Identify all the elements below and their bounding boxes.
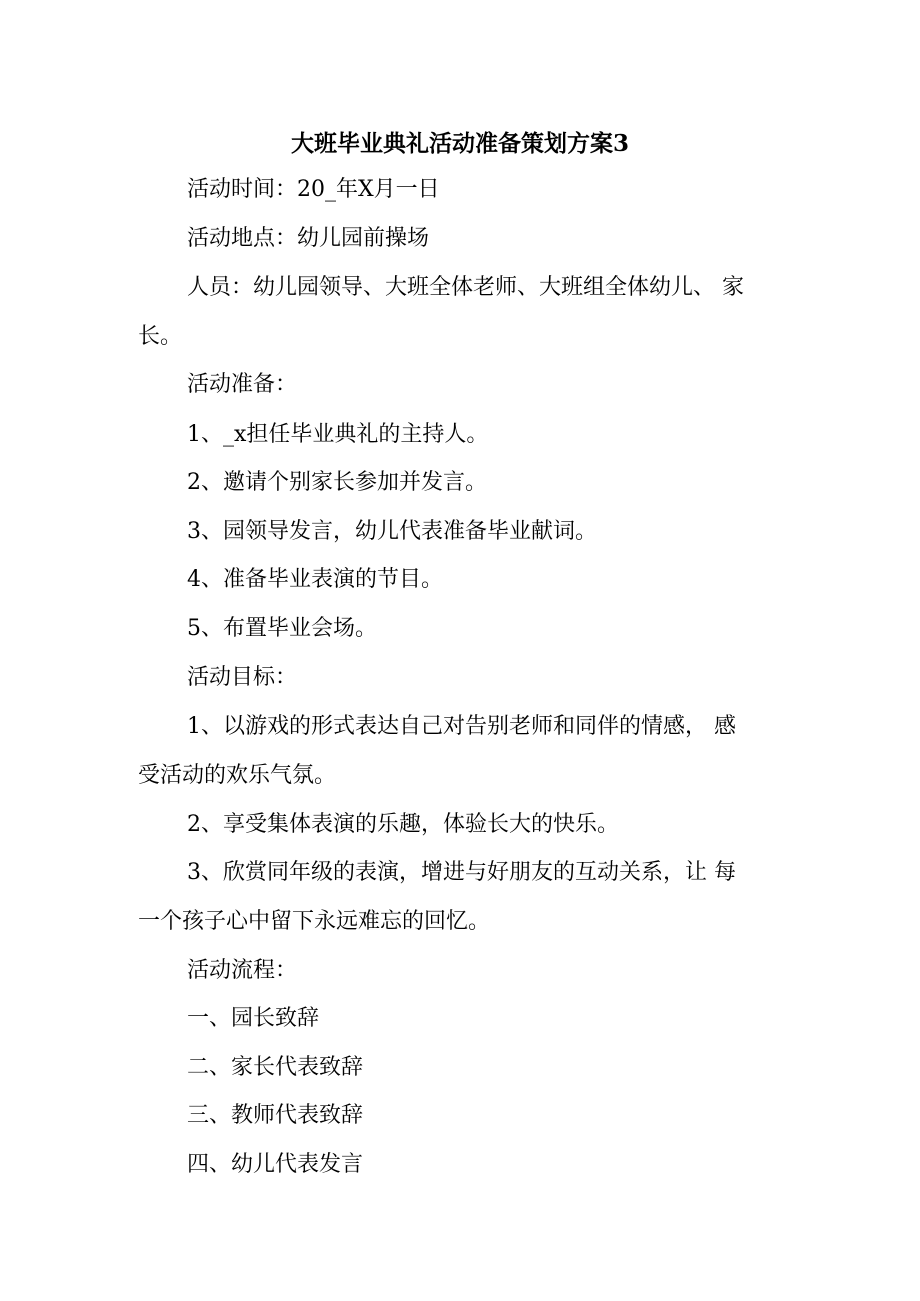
document-title: 大班毕业典礼活动准备策划方案3 xyxy=(290,130,629,157)
activity-time: 活动时间：20_年X月一日 xyxy=(187,177,440,202)
participants-line-1: 人员：幼儿园领导、大班全体老师、大班组全体幼儿、 家 xyxy=(187,275,744,300)
preparation-item: 3、园领导发言，幼儿代表准备毕业献词。 xyxy=(187,519,597,544)
process-item: 三、教师代表致辞 xyxy=(187,1103,364,1128)
participants-line-2: 长。 xyxy=(138,324,183,349)
preparation-item: 5、布置毕业会场。 xyxy=(187,616,377,641)
process-item: 一、园长致辞 xyxy=(187,1006,320,1031)
activity-place: 活动地点：幼儿园前操场 xyxy=(187,226,430,251)
preparation-heading: 活动准备： xyxy=(187,372,298,397)
goal-item-3-line-2: 一个孩子心中留下永远难忘的回忆。 xyxy=(138,909,491,934)
goal-item-2: 2、享受集体表演的乐趣，体验长大的快乐。 xyxy=(187,812,619,837)
goal-item-1-line-1: 1、以游戏的形式表达自己对告别老师和同伴的情感， 感 xyxy=(187,714,736,739)
preparation-item: 1、_x担任毕业典礼的主持人。 xyxy=(187,422,489,447)
goal-item-3-line-1: 3、欣赏同年级的表演，增进与好朋友的互动关系，让 每 xyxy=(187,860,736,885)
process-item: 二、家长代表致辞 xyxy=(187,1055,364,1080)
goal-item-1-line-2: 受活动的欢乐气氛。 xyxy=(138,763,337,788)
goals-heading: 活动目标： xyxy=(187,665,298,690)
preparation-item: 4、准备毕业表演的节目。 xyxy=(187,567,443,592)
process-item: 四、幼儿代表发言 xyxy=(187,1152,364,1177)
process-heading: 活动流程： xyxy=(187,958,298,983)
preparation-item: 2、邀请个别家长参加并发言。 xyxy=(187,470,487,495)
